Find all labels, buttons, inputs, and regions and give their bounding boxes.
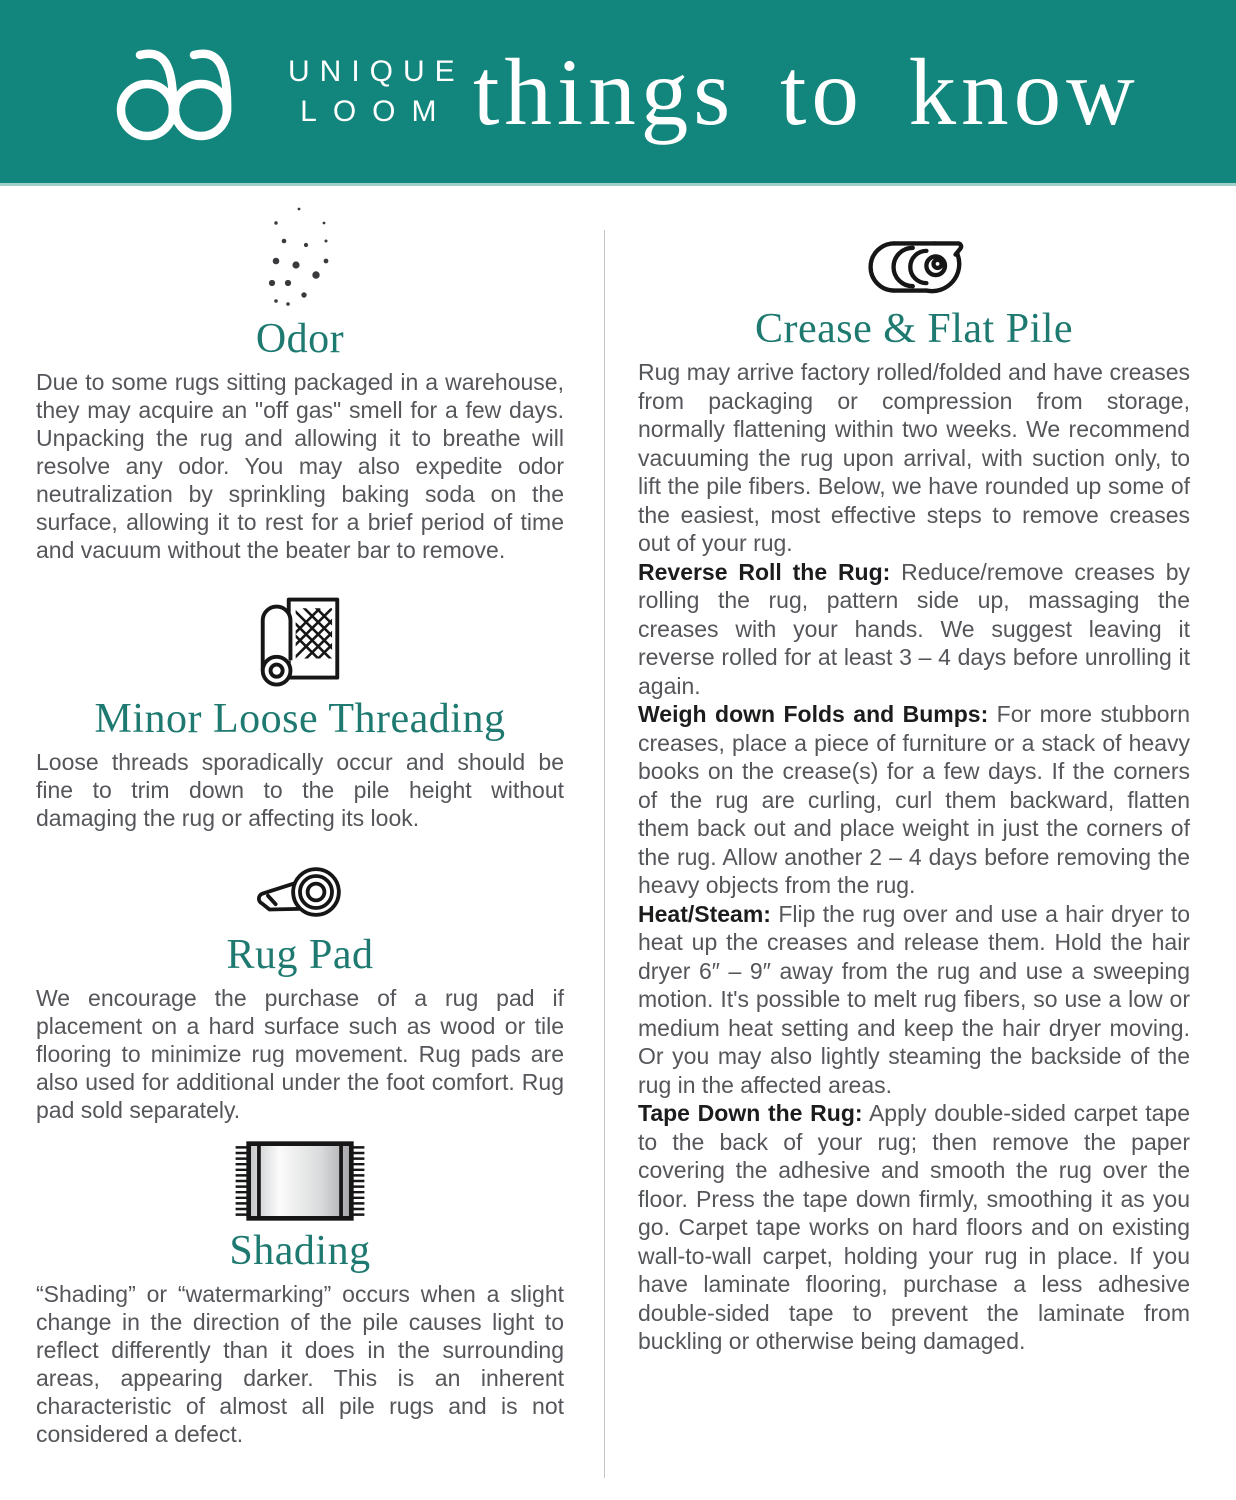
paragraph-lead-tape-down: Tape Down the Rug: (638, 1100, 863, 1126)
tape-roll-icon (36, 860, 564, 924)
rolled-rug-spiral-icon (638, 236, 1190, 298)
section-body-threading: Loose threads sporadically occur and should be fine to trim down to the pile height without damaging the rug or affecting its look. (36, 749, 564, 831)
brand-block (110, 33, 465, 150)
section-minor-loose-threading (36, 584, 564, 832)
paragraph-text-heat-steam: Flip the rug over and use a hair dryer to heat up the creases and release them. Hold the hair dryer 6″ – 9″ away from the rug and use a sweeping motion. It's possible to melt rug fibers, so use a low or medium heat setting and keep the hair dryer moving. Or you may also lightly steaming the backside of the rug in the affected areas. (638, 900, 1190, 1098)
right-column (604, 186, 1236, 1448)
fringed-rug-icon (36, 1138, 564, 1224)
paragraph-reverse-roll (638, 558, 1190, 701)
section-title-shading: Shading (229, 1228, 371, 1274)
section-title-odor: Odor (255, 316, 345, 362)
brand-name-top: UNIQUE (288, 54, 465, 88)
section-body-odor: Due to some rugs sitting packaged in a warehouse, they may acquire an "off gas" smell for a few days. Unpacking the rug and allowing it to breathe will resolve any odor. You may also expedite odor neutralization by sprinkling baking soda on the surface, allowing it to rest for a brief period of time and vacuum without the beater bar to remove. (36, 369, 564, 563)
paragraph-text-tape-down: Apply double-sided carpet tape to the back of your rug; then remove the paper covering the adhesive and smooth the rug over the floor. Press the tape down firmly, smoothing it as you go. Carpet tape works on hard floors and on existing wall-to-wall carpet, holding your rug in place. If you have laminate flooring, purchase a less adhesive double-sided tape to prevent the laminate from buckling or otherwise being damaged. (638, 1100, 1190, 1354)
unique-loom-logo-icon (110, 33, 262, 150)
section-odor (36, 204, 564, 564)
paragraph-text-weigh-down: For more stubborn creases, place a piece of furniture or a stack of heavy books on the crease(s) for a few days. If the corners of the rug are curling, curl them backward, flatten them back out and place weight in just the corners of the rug. Allow another 2 – 4 days before removing the heavy objects from the rug. (638, 701, 1190, 898)
section-crease-flat-pile (638, 236, 1190, 1356)
paragraph-lead-reverse-roll: Reverse Roll the Rug: (638, 558, 891, 585)
column-divider (604, 230, 605, 1478)
odor-dots-icon (36, 204, 564, 308)
section-shading (36, 1138, 564, 1448)
page-title: things to know (472, 38, 1140, 145)
section-rug-pad (36, 860, 564, 1124)
paragraph-tape-down (638, 1099, 1190, 1356)
brand-name (288, 52, 465, 132)
section-title-threading: Minor Loose Threading (94, 696, 506, 742)
paragraph-text-reverse-roll: Reduce/remove creases by rolling the rug, pattern side up, massaging the creases with your hands. We suggest leaving it reverse rolled for at least 3 – 4 days before unrolling it again. (638, 558, 1191, 699)
section-body-shading: “Shading” or “watermarking” occurs when a slight change in the direction of the pile causes light to reflect differently than it does in the surrounding areas, appearing darker. This is an inherent characteristic of almost all pile rugs and is not considered a defect. (36, 1281, 564, 1447)
paragraph-lead-weigh-down: Weigh down Folds and Bumps: (638, 701, 989, 727)
paragraph-lead-heat-steam: Heat/Steam: (638, 900, 771, 927)
paragraph-weigh-down (638, 700, 1190, 900)
content-area (0, 186, 1236, 1448)
left-column (0, 186, 604, 1448)
paragraph-heat-steam (638, 900, 1190, 1100)
section-title-crease: Crease & Flat Pile (754, 306, 1074, 352)
rolled-rug-crosshatch-icon (36, 584, 564, 688)
brand-name-bottom: LOOM (300, 94, 453, 128)
section-body-rug-pad: We encourage the purchase of a rug pad if placement on a hard surface such as wood or tile flooring to minimize rug movement. Rug pads are also used for additional under the foot comfort. Rug pad sold separately. (36, 985, 564, 1123)
header-banner (0, 0, 1236, 186)
section-intro-crease: Rug may arrive factory rolled/folded and have creases from packaging or compression from storage, normally flattening within two weeks. We recommend vacuuming the rug upon arrival, with suction only, to lift the pile fibers. Below, we have rounded up some of the easiest, most effective steps to remove creases out of your rug. (638, 359, 1190, 556)
section-title-rug-pad: Rug Pad (226, 932, 374, 978)
